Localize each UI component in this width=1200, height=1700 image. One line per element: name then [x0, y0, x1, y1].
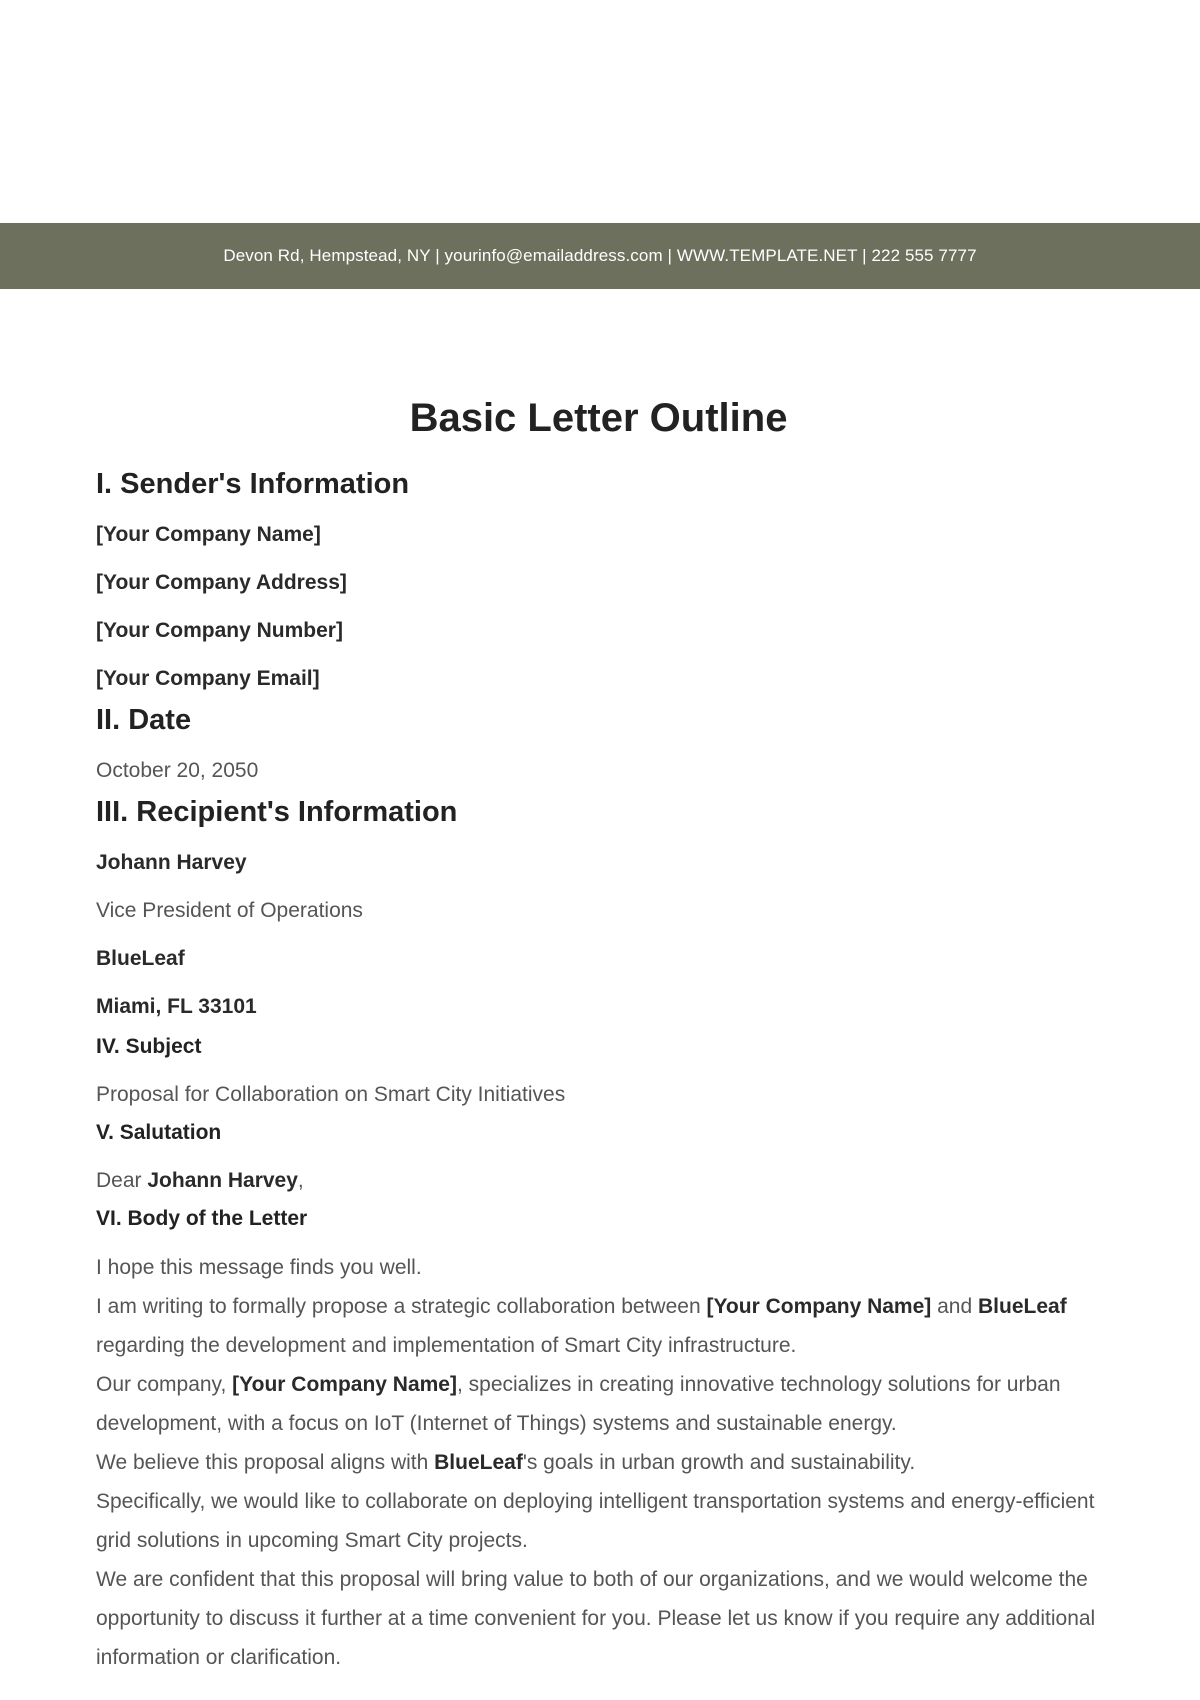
sender-company-address: [Your Company Address]: [96, 571, 347, 594]
document-title: Basic Letter Outline: [409, 396, 788, 440]
sender-company-ref: [Your Company Name]: [232, 1373, 457, 1396]
body-paragraph-proposal: I am writing to formally propose a strategic collaboration between [Your Company Name] and BlueLeaf regarding the development and implementation of Smart City infrastructure.: [96, 1295, 1067, 1357]
subject-heading: IV. Subject: [96, 1035, 202, 1058]
salutation-line: [96, 1166, 1106, 1196]
body-paragraph-alignment: We believe this proposal aligns with BlueLeaf's goals in urban growth and sustainability.: [96, 1451, 916, 1474]
subject-value: Proposal for Collaboration on Smart City Initiatives: [96, 1083, 566, 1106]
sender-company-number: [Your Company Number]: [96, 619, 343, 642]
body-heading: VI. Body of the Letter: [96, 1207, 308, 1230]
sender-company-name: [Your Company Name]: [96, 523, 321, 546]
recipient-title: Vice President of Operations: [96, 899, 363, 922]
body-paragraph-specifics: Specifically, we would like to collaborate on deploying intelligent transportation systems and energy-efficient grid solutions in upcoming Smart City projects.: [96, 1490, 1095, 1552]
salutation-prefix: Dear: [96, 1169, 148, 1192]
recipient-name: Johann Harvey: [96, 851, 247, 874]
salutation-name: Johann Harvey: [147, 1169, 298, 1192]
recipient-location: Miami, FL 33101: [96, 995, 257, 1018]
date-value: October 20, 2050: [96, 759, 259, 782]
letter-content: [96, 388, 1106, 1677]
body-paragraph-closing: We are confident that this proposal will bring value to both of our organizations, and we would welcome the opportunity to discuss it further at a time convenient for you. Please let us know if you require any additional information or clarification.: [96, 1568, 1096, 1669]
salutation-heading: V. Salutation: [96, 1121, 222, 1144]
recipient-heading: III. Recipient's Information: [96, 796, 458, 828]
header-contact-band: [0, 223, 1200, 289]
recipient-company-ref: BlueLeaf: [978, 1295, 1067, 1318]
body-paragraph-company: Our company, [Your Company Name], specializes in creating innovative technology solutions for urban development, with a focus on IoT (Internet of Things) systems and sustainable energy.: [96, 1373, 1061, 1435]
recipient-company-ref: BlueLeaf: [434, 1451, 523, 1474]
letter-body: [96, 1248, 1106, 1677]
salutation-suffix: ,: [297, 1169, 304, 1192]
body-paragraph-greeting: I hope this message finds you well.: [96, 1256, 422, 1279]
date-heading: II. Date: [96, 704, 192, 736]
sender-company-email: [Your Company Email]: [96, 667, 320, 690]
sender-company-ref: [Your Company Name]: [706, 1295, 932, 1318]
recipient-company: BlueLeaf: [96, 947, 185, 970]
header-contact-line: Devon Rd, Hempstead, NY | yourinfo@emailaddress.com | WWW.TEMPLATE.NET | 222 555 7777: [223, 246, 977, 265]
sender-heading: I. Sender's Information: [96, 468, 410, 500]
